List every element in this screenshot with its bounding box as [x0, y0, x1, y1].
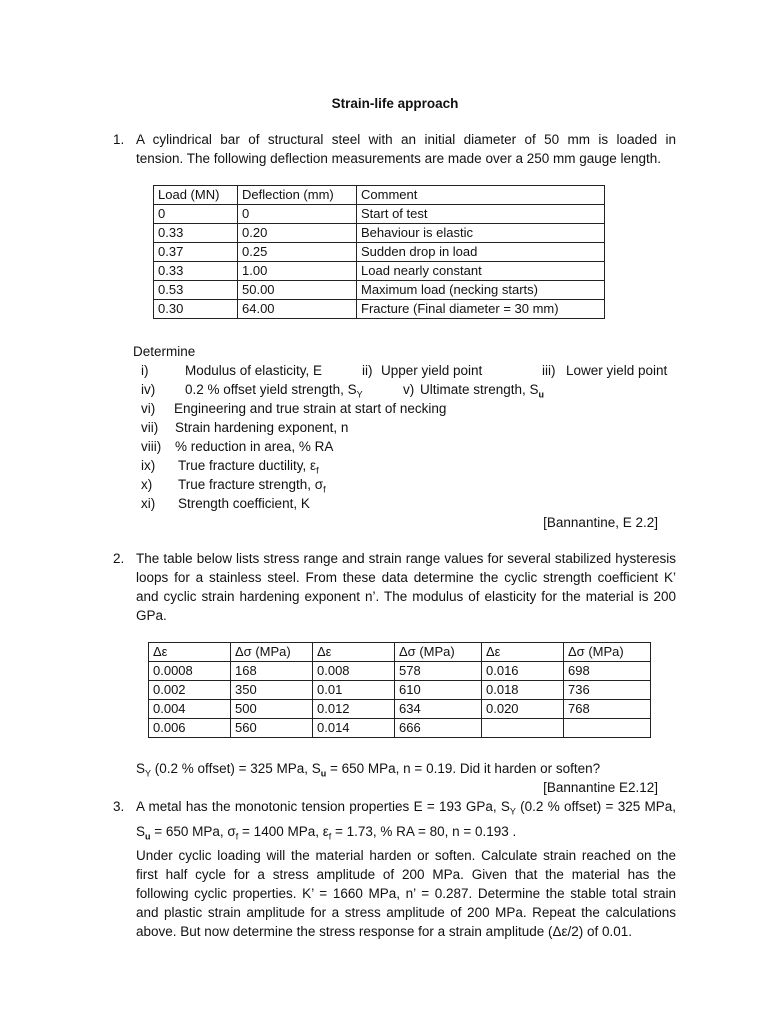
table-cell: 0.008	[313, 662, 395, 681]
item-number: i)	[141, 363, 149, 378]
item-text: % reduction in area, % RA	[175, 439, 334, 454]
item-number: vi)	[141, 401, 156, 416]
item-text: Strength coefficient, K	[178, 496, 310, 511]
reference-q2: [Bannantine E2.12]	[543, 780, 658, 795]
item-number: vii)	[141, 420, 159, 435]
table-cell: Sudden drop in load	[357, 243, 605, 262]
question-3-line: and plastic strain amplitude for a stress amplitude of 200 MPa. Repeat the calculations	[136, 905, 676, 921]
question-1-text	[136, 130, 676, 168]
table-cell: 0.018	[482, 681, 564, 700]
item-text-main: 0.2 % offset yield strength, S	[185, 382, 357, 397]
table-cell: 0	[154, 205, 238, 224]
subscript: u	[320, 768, 327, 779]
question-1-line: tension. The following deflection measurements are made over a 250 mm gauge length.	[136, 151, 662, 166]
subscript: f	[316, 465, 319, 476]
table-row	[149, 681, 651, 700]
table-header-cell: Δε	[313, 643, 395, 662]
table-cell: 1.00	[238, 262, 357, 281]
deflection-table	[153, 185, 605, 319]
table-cell: 0.37	[154, 243, 238, 262]
table-row	[154, 300, 605, 319]
table-cell: 500	[231, 700, 313, 719]
subscript: f	[328, 831, 332, 842]
table-header-row	[149, 643, 651, 662]
table-cell: 350	[231, 681, 313, 700]
item-number: iii)	[542, 363, 556, 378]
page-title: Strain-life approach	[331, 96, 459, 111]
reference-q1: [Bannantine, E 2.2]	[543, 515, 658, 530]
item-number: ix)	[141, 458, 156, 473]
table-header-cell: Deflection (mm)	[238, 186, 357, 205]
table-cell: 0	[238, 205, 357, 224]
question-2-note	[136, 759, 600, 784]
item-number: xi)	[141, 496, 156, 511]
table-header-cell: Δε	[149, 643, 231, 662]
item-number: iv)	[141, 382, 156, 397]
table-cell: 666	[395, 719, 482, 738]
question-3-line: following cyclic properties. K’ = 1660 MPa, n’ = 0.287. Determine the stable total strain	[136, 886, 676, 902]
line-part: = 650 MPa, σ	[150, 823, 236, 839]
table-header-cell: Δσ (MPa)	[395, 643, 482, 662]
table-cell: 0.33	[154, 262, 238, 281]
table-cell	[564, 719, 651, 738]
question-1-line: A cylindrical bar of structural steel with an initial diameter of 50 mm is loaded in	[136, 132, 676, 147]
table-row	[154, 205, 605, 224]
question-2-line: The table below lists stress range and strain range values for several stabilized hysteresis	[136, 551, 676, 566]
table-row	[149, 719, 651, 738]
table-cell: 634	[395, 700, 482, 719]
table-header-cell: Δε	[482, 643, 564, 662]
table-cell: Fracture (Final diameter = 30 mm)	[357, 300, 605, 319]
line-part: = 1.73, % RA = 80, n = 0.193 .	[331, 823, 517, 839]
note-text: = 650 MPa, n = 0.19. Did it harden or soften?	[326, 761, 601, 776]
table-cell: 0.53	[154, 281, 238, 300]
table-cell: 0.002	[149, 681, 231, 700]
item-text: Lower yield point	[566, 363, 668, 378]
line-part: (0.2 % offset) = 325 MPa,	[515, 799, 676, 814]
table-cell: 0.0008	[149, 662, 231, 681]
item-text: Engineering and true strain at start of necking	[174, 401, 447, 416]
table-cell: 0.25	[238, 243, 357, 262]
line-part: S	[136, 823, 146, 839]
item-number: viii)	[141, 439, 162, 454]
question-3-line: first half cycle for a stress amplitude of 200 MPa. Given that the material has the	[136, 867, 676, 883]
table-cell: 168	[231, 662, 313, 681]
table-header-cell: Comment	[357, 186, 605, 205]
table-cell: Behaviour is elastic	[357, 224, 605, 243]
table-cell: 50.00	[238, 281, 357, 300]
question-2-line: GPa.	[136, 608, 167, 623]
question-3-line	[136, 797, 676, 822]
subscript: Y	[356, 389, 363, 400]
subscript: f	[235, 831, 239, 842]
item-text-main: True fracture ductility, ε	[178, 458, 317, 473]
question-3-number: 3.	[113, 799, 125, 814]
subscript: u	[145, 831, 151, 842]
table-cell: 610	[395, 681, 482, 700]
table-cell: 560	[231, 719, 313, 738]
table-header-row	[154, 186, 605, 205]
table-cell: 0.006	[149, 719, 231, 738]
table-row	[149, 700, 651, 719]
item-text: Modulus of elasticity, E	[185, 363, 323, 378]
item-text: Upper yield point	[381, 363, 483, 378]
table-row	[149, 662, 651, 681]
note-text: S	[136, 761, 146, 776]
item-text-main: Ultimate strength, S	[420, 382, 539, 397]
question-2-number: 2.	[113, 551, 125, 566]
question-3-text	[136, 797, 676, 941]
question-2-text	[136, 549, 676, 625]
note-text: (0.2 % offset) = 325 MPa, S	[151, 761, 321, 776]
table-cell: 0.020	[482, 700, 564, 719]
table-cell: 0.30	[154, 300, 238, 319]
table-cell: 736	[564, 681, 651, 700]
item-number: x)	[141, 477, 153, 492]
table-cell	[482, 719, 564, 738]
question-3-line: Under cyclic loading will the material harden or soften. Calculate strain reached on the	[136, 848, 676, 864]
hysteresis-table	[148, 642, 651, 738]
question-1-number: 1.	[113, 132, 125, 147]
table-cell: 0.20	[238, 224, 357, 243]
item-text: Strain hardening exponent, n	[175, 420, 349, 435]
item-number: ii)	[362, 363, 373, 378]
table-cell: 0.016	[482, 662, 564, 681]
table-cell: Maximum load (necking starts)	[357, 281, 605, 300]
line-part: = 1400 MPa, ε	[238, 823, 329, 839]
table-header-cell: Δσ (MPa)	[564, 643, 651, 662]
determine-label: Determine	[133, 344, 196, 359]
table-row	[154, 243, 605, 262]
table-cell: 0.014	[313, 719, 395, 738]
table-cell: 0.004	[149, 700, 231, 719]
table-cell: 64.00	[238, 300, 357, 319]
table-cell: 0.012	[313, 700, 395, 719]
item-text-main: True fracture strength, σ	[178, 477, 324, 492]
table-cell: 0.01	[313, 681, 395, 700]
table-cell: 578	[395, 662, 482, 681]
question-3-line: above. But now determine the stress response for a strain amplitude (Δε/2) of 0.01.	[136, 924, 633, 940]
table-header-cell: Load (MN)	[154, 186, 238, 205]
question-2-line: loops for a stainless steel. From these data determine the cyclic strength coefficient K’	[136, 570, 676, 585]
table-cell: 768	[564, 700, 651, 719]
subscript: Y	[145, 768, 152, 779]
table-row	[154, 281, 605, 300]
question-3-line	[136, 822, 676, 847]
table-header-cell: Δσ (MPa)	[231, 643, 313, 662]
item-number: v)	[403, 382, 415, 397]
question-2-line: and cyclic strain hardening exponent n’. The modulus of elasticity for the material is 200	[136, 589, 676, 604]
subscript: f	[323, 484, 326, 495]
subscript: u	[538, 389, 545, 400]
table-row	[154, 224, 605, 243]
table-cell: Load nearly constant	[357, 262, 605, 281]
table-cell: Start of test	[357, 205, 605, 224]
table-cell: 0.33	[154, 224, 238, 243]
table-row	[154, 262, 605, 281]
subscript: Y	[509, 806, 516, 817]
line-part: A metal has the monotonic tension properties E = 193 GPa, S	[136, 799, 510, 814]
table-cell: 698	[564, 662, 651, 681]
